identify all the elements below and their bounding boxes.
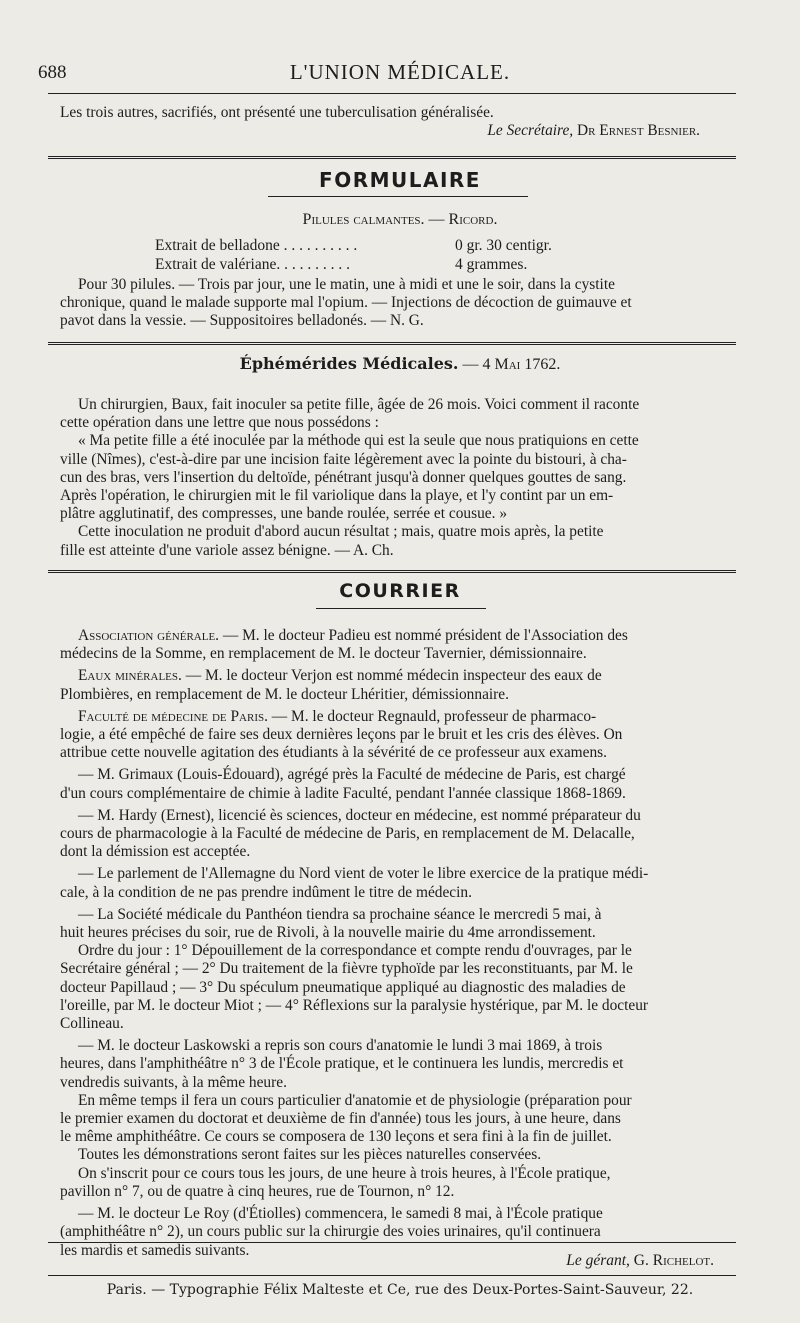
text-line: Pour 30 pilules. — Trois par jour, une le matin, une à midi et une le soir, dans la cystite [78,276,615,293]
text-line: cette opération dans une lettre que nous possédons : [60,414,379,432]
courrier-paragraph [60,766,740,802]
ingredient-row [155,255,552,274]
ephemerides-top-rule [48,342,736,345]
printer-imprint: Paris. — Typographie Félix Malteste et Ce, rue des Deux-Portes-Saint-Sauveur, 22. [106,1282,694,1298]
text-line: — M. le docteur Regnauld, professeur de pharmaco- [267,707,597,725]
text-line: médecins de la Somme, en remplacement de M. le docteur Tavernier, démissionnaire. [60,645,587,663]
formulaire-title-rule [268,196,528,197]
ephemerides-text [60,396,740,560]
formulaire-text [60,276,740,331]
text-line: Secrétaire général ; — 2° Du traitement de la fièvre typhoïde par les reconstituants, par M. le [60,960,633,978]
ingredient-dose: 0 gr. 30 centigr. [455,237,552,254]
text-line: les mardis et samedis suivants. [60,1241,250,1259]
text-line: — M. le docteur Verjon est nommé médecin inspecteur des eaux de [181,667,602,685]
ingredients-table [155,236,552,274]
text-line: Un chirurgien, Baux, fait inoculer sa petite fille, âgée de 26 mois. Voici comment il raconte [78,396,640,413]
text-line: le même amphithéâtre. Ce cours se composera de 130 leçons et sera fini à la fin de juillet. [60,1128,612,1146]
text-line: Toutes les démonstrations seront faites sur les pièces naturelles conservées. [78,1146,542,1164]
text-line: chronique, quand le malade supporte mal l'opium. — Injections de décoction de guimauve et [60,294,632,312]
ephemerides-title: Éphémérides Médicales. [239,354,459,373]
courrier-title: COURRIER [339,580,461,602]
text-line: pavillon n° 7, ou de quatre à cinq heures, rue de Tournon, n° 12. [60,1182,455,1200]
text-line: — La Société médicale du Panthéon tiendra sa prochaine séance le mercredi 5 mai, à [78,905,602,923]
courrier-top-rule [48,570,736,573]
text-line: cun des bras, vers l'insertion du deltoïde, pénétrant jusqu'à donner quelques gouttes de sang. [60,468,627,486]
text-line: plâtre agglutinatif, des compresses, une bande roulée, serrée et cousue. » [60,505,508,523]
paragraph-lead: Association générale. [78,627,220,644]
text-line: pavot dans la vessie. — Suppositoires belladonés. — N. G. [60,312,424,330]
text-line: — M. Hardy (Ernest), licencié ès sciences, docteur en médecine, est nommé préparateur du [78,806,641,824]
text-line: Plombières, en remplacement de M. le docteur Lhéritier, démissionnaire. [60,685,509,703]
text-line: Cette inoculation ne produit d'abord aucun résultat ; mais, quatre mois après, la petite [78,523,604,541]
page-number: 688 [38,62,67,83]
text-line: ville (Nîmes), c'est-à-dire par une incision faite légèrement avec la pointe du bistouri, à cha- [60,450,627,468]
text-line: (amphithéâtre n° 2), un cours public sur la chirurgie des voies urinaires, qu'il continuera [60,1223,601,1241]
text-line: — M. Grimaux (Louis-Édouard), agrégé près la Faculté de médecine de Paris, est chargé [78,766,626,784]
text-line: — Le parlement de l'Allemagne du Nord vient de voter le libre exercice de la pratique médi- [78,865,649,883]
journal-title: L'UNION MÉDICALE. [289,60,511,84]
formulaire-top-rule [48,156,736,159]
text-line: attribue cette nouvelle agitation des étudiants à la sévérité de ce professeur aux examens. [60,744,607,762]
gerant-signature [566,1252,714,1270]
text-line: dont la démission est acceptée. [60,843,251,861]
text-line: cours de pharmacologie à la Faculté de médecine de Paris, en remplacement de M. Delacalle, [60,825,635,843]
text-line: heures, dans l'amphithéâtre n° 3 de l'École pratique, et le continuera les lundis, mercredis et [60,1055,624,1073]
running-head [0,58,800,88]
ingredient-dose: 4 grammes. [455,256,528,273]
courrier-title-rule [316,608,486,609]
text-line: huit heures précises du soir, rue de Rivoli, à la nouvelle mairie du 4me arrondissement. [60,924,596,942]
text-line: vendredis suivants, à la même heure. [60,1073,287,1091]
ephemerides-heading [0,354,800,374]
ingredient-name: Extrait de valériane. . . . . . . . . . [155,256,350,273]
courrier-text [60,627,740,1260]
text-line: Collineau. [60,1015,124,1033]
header-rule [48,93,736,94]
text-line: d'un cours complémentaire de chimie à ladite Faculté, pendant l'année classique 1868-1869. [60,784,626,802]
imprint-rule [48,1275,736,1276]
signature-name: Dr Ernest Besnier. [577,122,700,140]
text-line: — M. le docteur Padieu est nommé président de l'Association des [219,627,628,644]
text-line: docteur Papillaud ; — 3° Du spéculum pneumatique appliqué au diagnostic des maladies de [60,978,626,996]
courrier-paragraph [60,906,740,1033]
formulaire-title: FORMULAIRE [319,168,481,192]
ingredient-name: Extrait de belladone . . . . . . . . . . [155,237,358,254]
gerant-name: G. Richelot. [633,1252,714,1269]
paragraph-lead: Faculté de médecine de Paris. [78,707,268,725]
text-line: — M. le docteur Laskowski a repris son cours d'anatomie le lundi 3 mai 1869, à trois [78,1037,603,1055]
courrier-paragraph [60,807,740,862]
intro-line: Les trois autres, sacrifiés, ont présenté une tuberculisation généralisée. [60,104,494,121]
gerant-role: Le gérant, [566,1252,630,1269]
text-line: Ordre du jour : 1° Dépouillement de la correspondance et compte rendu d'ouvrages, par le [78,942,632,960]
recipe-title: Pilules calmantes. — Ricord. [302,211,498,228]
text-line: l'oreille, par M. le docteur Miot ; — 4° Réflexions sur la paralysie hystérique, par M. le docteur [60,996,649,1014]
text-line: logie, a été empêché de faire ses deux dernières leçons par le bruit et les cris des élèves. On [60,726,623,744]
courrier-paragraph [60,865,740,901]
text-line: cale, à la condition de ne pas prendre indûment le titre de médecin. [60,883,472,901]
ephemerides-date: — 4 Mai 1762. [462,356,561,373]
intro-block [60,104,740,140]
text-line: En même temps il fera un cours particulier d'anatomie et de physiologie (préparation pour [78,1091,632,1109]
text-line: On s'inscrit pour ce cours tous les jours, de une heure à trois heures, à l'École pratique, [78,1164,611,1182]
text-line: fille est atteinte d'une variole assez bénigne. — A. Ch. [60,541,394,559]
text-line: « Ma petite fille a été inoculée par la méthode qui est la seule que nous pratiquions en cette [78,432,639,450]
text-line: — M. le docteur Le Roy (d'Étiolles) commencera, le samedi 8 mai, à l'École pratique [78,1205,603,1223]
footer-rule [48,1242,736,1243]
secretary-signature [60,122,740,140]
courrier-paragraph [60,627,740,663]
courrier-paragraph [60,667,740,703]
courrier-paragraph [60,708,740,763]
text-line: Après l'opération, le chirurgien mit le fil variolique dans la playe, et l'y contint par un em- [60,487,614,505]
paragraph-lead: Eaux minérales. [78,667,182,685]
text-line: le premier examen du doctorat et deuxième de fin d'année) tous les jours, à une heure, dans [60,1110,621,1128]
signature-role: Le Secrétaire, [487,122,574,140]
ingredient-row [155,236,552,255]
courrier-paragraph [60,1037,740,1201]
